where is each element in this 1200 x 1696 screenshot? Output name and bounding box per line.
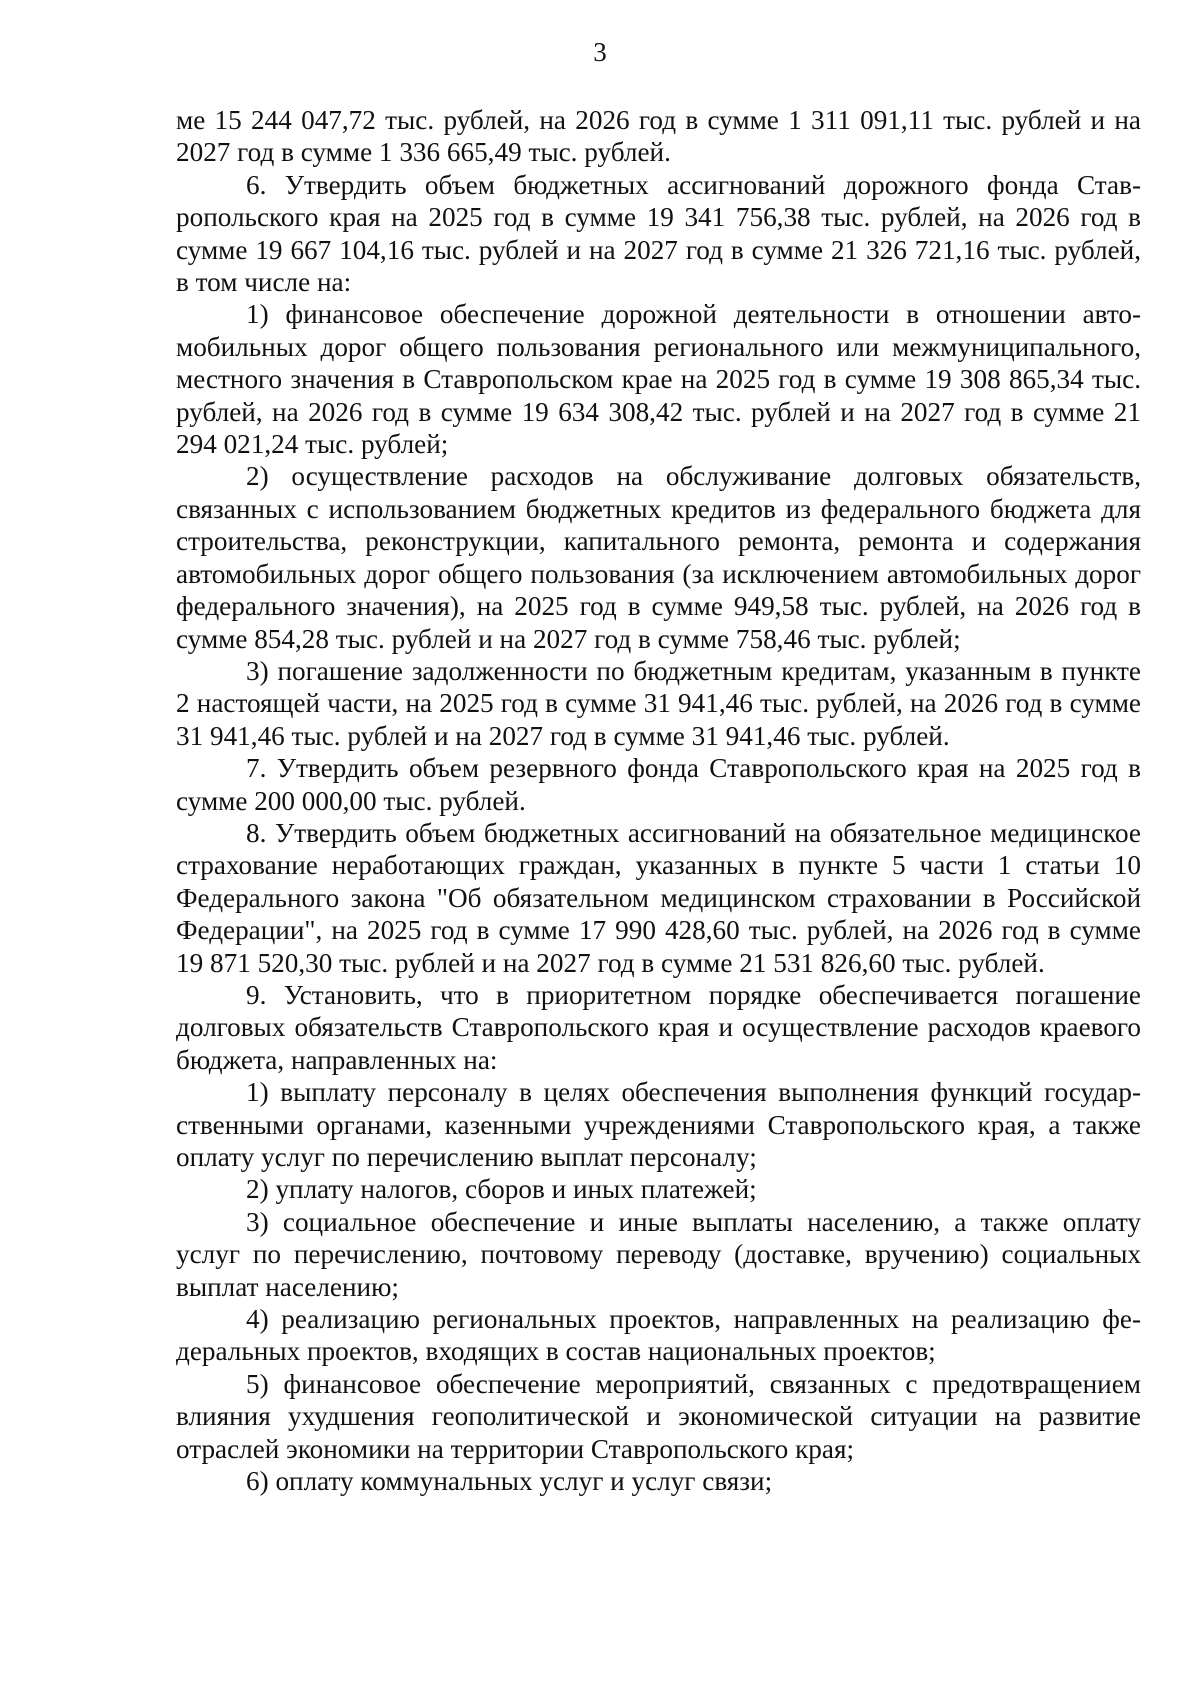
paragraph-5: 3) погашение задолженности по бюджетным кредитам, указанным в пункте 2 настоящей части, на 2025 год в сумме 31 941,46 тыс. рублей, на 2026 год в сумме 31 941,46 тыс. рублей и на 2027 год в сумме 31 941,46 тыс. рублей. [176,655,1141,751]
paragraph-1: ме 15 244 047,72 тыс. рублей, на 2026 год в сумме 1 311 091,11 тыс. рублей и на 2027 год в сумме 1 336 665,49 тыс. рублей. [176,105,1141,168]
page-number: 3 [593,37,607,67]
document-body [176,104,1141,1497]
paragraph-2: 6. Утвердить объем бюджетных ассигнований дорожного фонда Ставропольского края на 2025 год в сумме 19 341 756,38 тыс. рублей, на 2026 год в сумме 19 667 104,16 тыс. рублей и на 2027 год в сумме 21 326 721,16 тыс. рублей, в том числе на: [176,169,1141,298]
paragraph-6: 7. Утвердить объем резервного фонда Ставропольского края на 2025 год в сумме 200 000,00 тыс. рублей. [176,753,1141,816]
paragraph-10: 2) уплату налогов, сборов и иных платежей; [246,1174,757,1205]
paragraph-11: 3) социальное обеспечение и иные выплаты населению, а также оплату услуг по перечислению, почтовому переводу (доставке, вручению) социальных выплат населению; [176,1206,1141,1302]
paragraph-8: 9. Установить, что в приоритетном порядке обеспечивается погашение долговых обязательств Ставропольского края и осуществление расходов краевого бюджета, направленных на: [176,979,1141,1075]
paragraph-12: 4) реализацию региональных проектов, направленных на реализацию федеральных проектов, входящих в состав национальных проектов; [176,1304,1141,1367]
paragraph-3: 1) финансовое обеспечение дорожной деятельности в отношении автомобильных дорог общего пользования регионального или межмуниципального, местного значения в Ставропольском крае на 2025 год в сумме 19 308 865,34 тыс. рублей, на 2026 год в сумме 19 634 308,42 тыс. рублей и на 2027 год в сумме 21 294 021,24 тыс. рублей; [176,299,1141,460]
paragraph-14: 6) оплату коммунальных услуг и услуг связи; [246,1466,773,1497]
paragraph-4: 2) осуществление расходов на обслуживание долговых обязательств, связанных с использованием бюджетных кредитов из федерального бюджета для строительства, реконструкции, капитального ремонта, ремонта и содержания автомобильных дорог общего пользования (за исключением автомобильных дорог федерального значения), на 2025 год в сумме 949,58 тыс. рублей, на 2026 год в сумме 854,28 тыс. рублей и на 2027 год в сумме 758,46 тыс. рублей; [176,461,1141,654]
paragraph-9: 1) выплату персоналу в целях обеспечения выполнения функций государственными органами, казенными учреждениями Ставропольского края, а также оплату услуг по перечислению выплат персоналу; [176,1077,1141,1172]
paragraph-13: 5) финансовое обеспечение мероприятий, связанных с предотвращением влияния ухудшения геополитической и экономической ситуации на развитие отраслей экономики на территории Ставропольского края; [176,1368,1141,1464]
paragraph-7: 8. Утвердить объем бюджетных ассигнований на обязательное медицинское страхование неработающих граждан, указанных в пункте 5 части 1 статьи 10 Федерального закона "Об обязательном медицинском страховании в Российской Федерации", на 2025 год в сумме 17 990 428,60 тыс. рублей, на 2026 год в сумме 19 871 520,30 тыс. рублей и на 2027 год в сумме 21 531 826,60 тыс. рублей. [176,817,1141,978]
